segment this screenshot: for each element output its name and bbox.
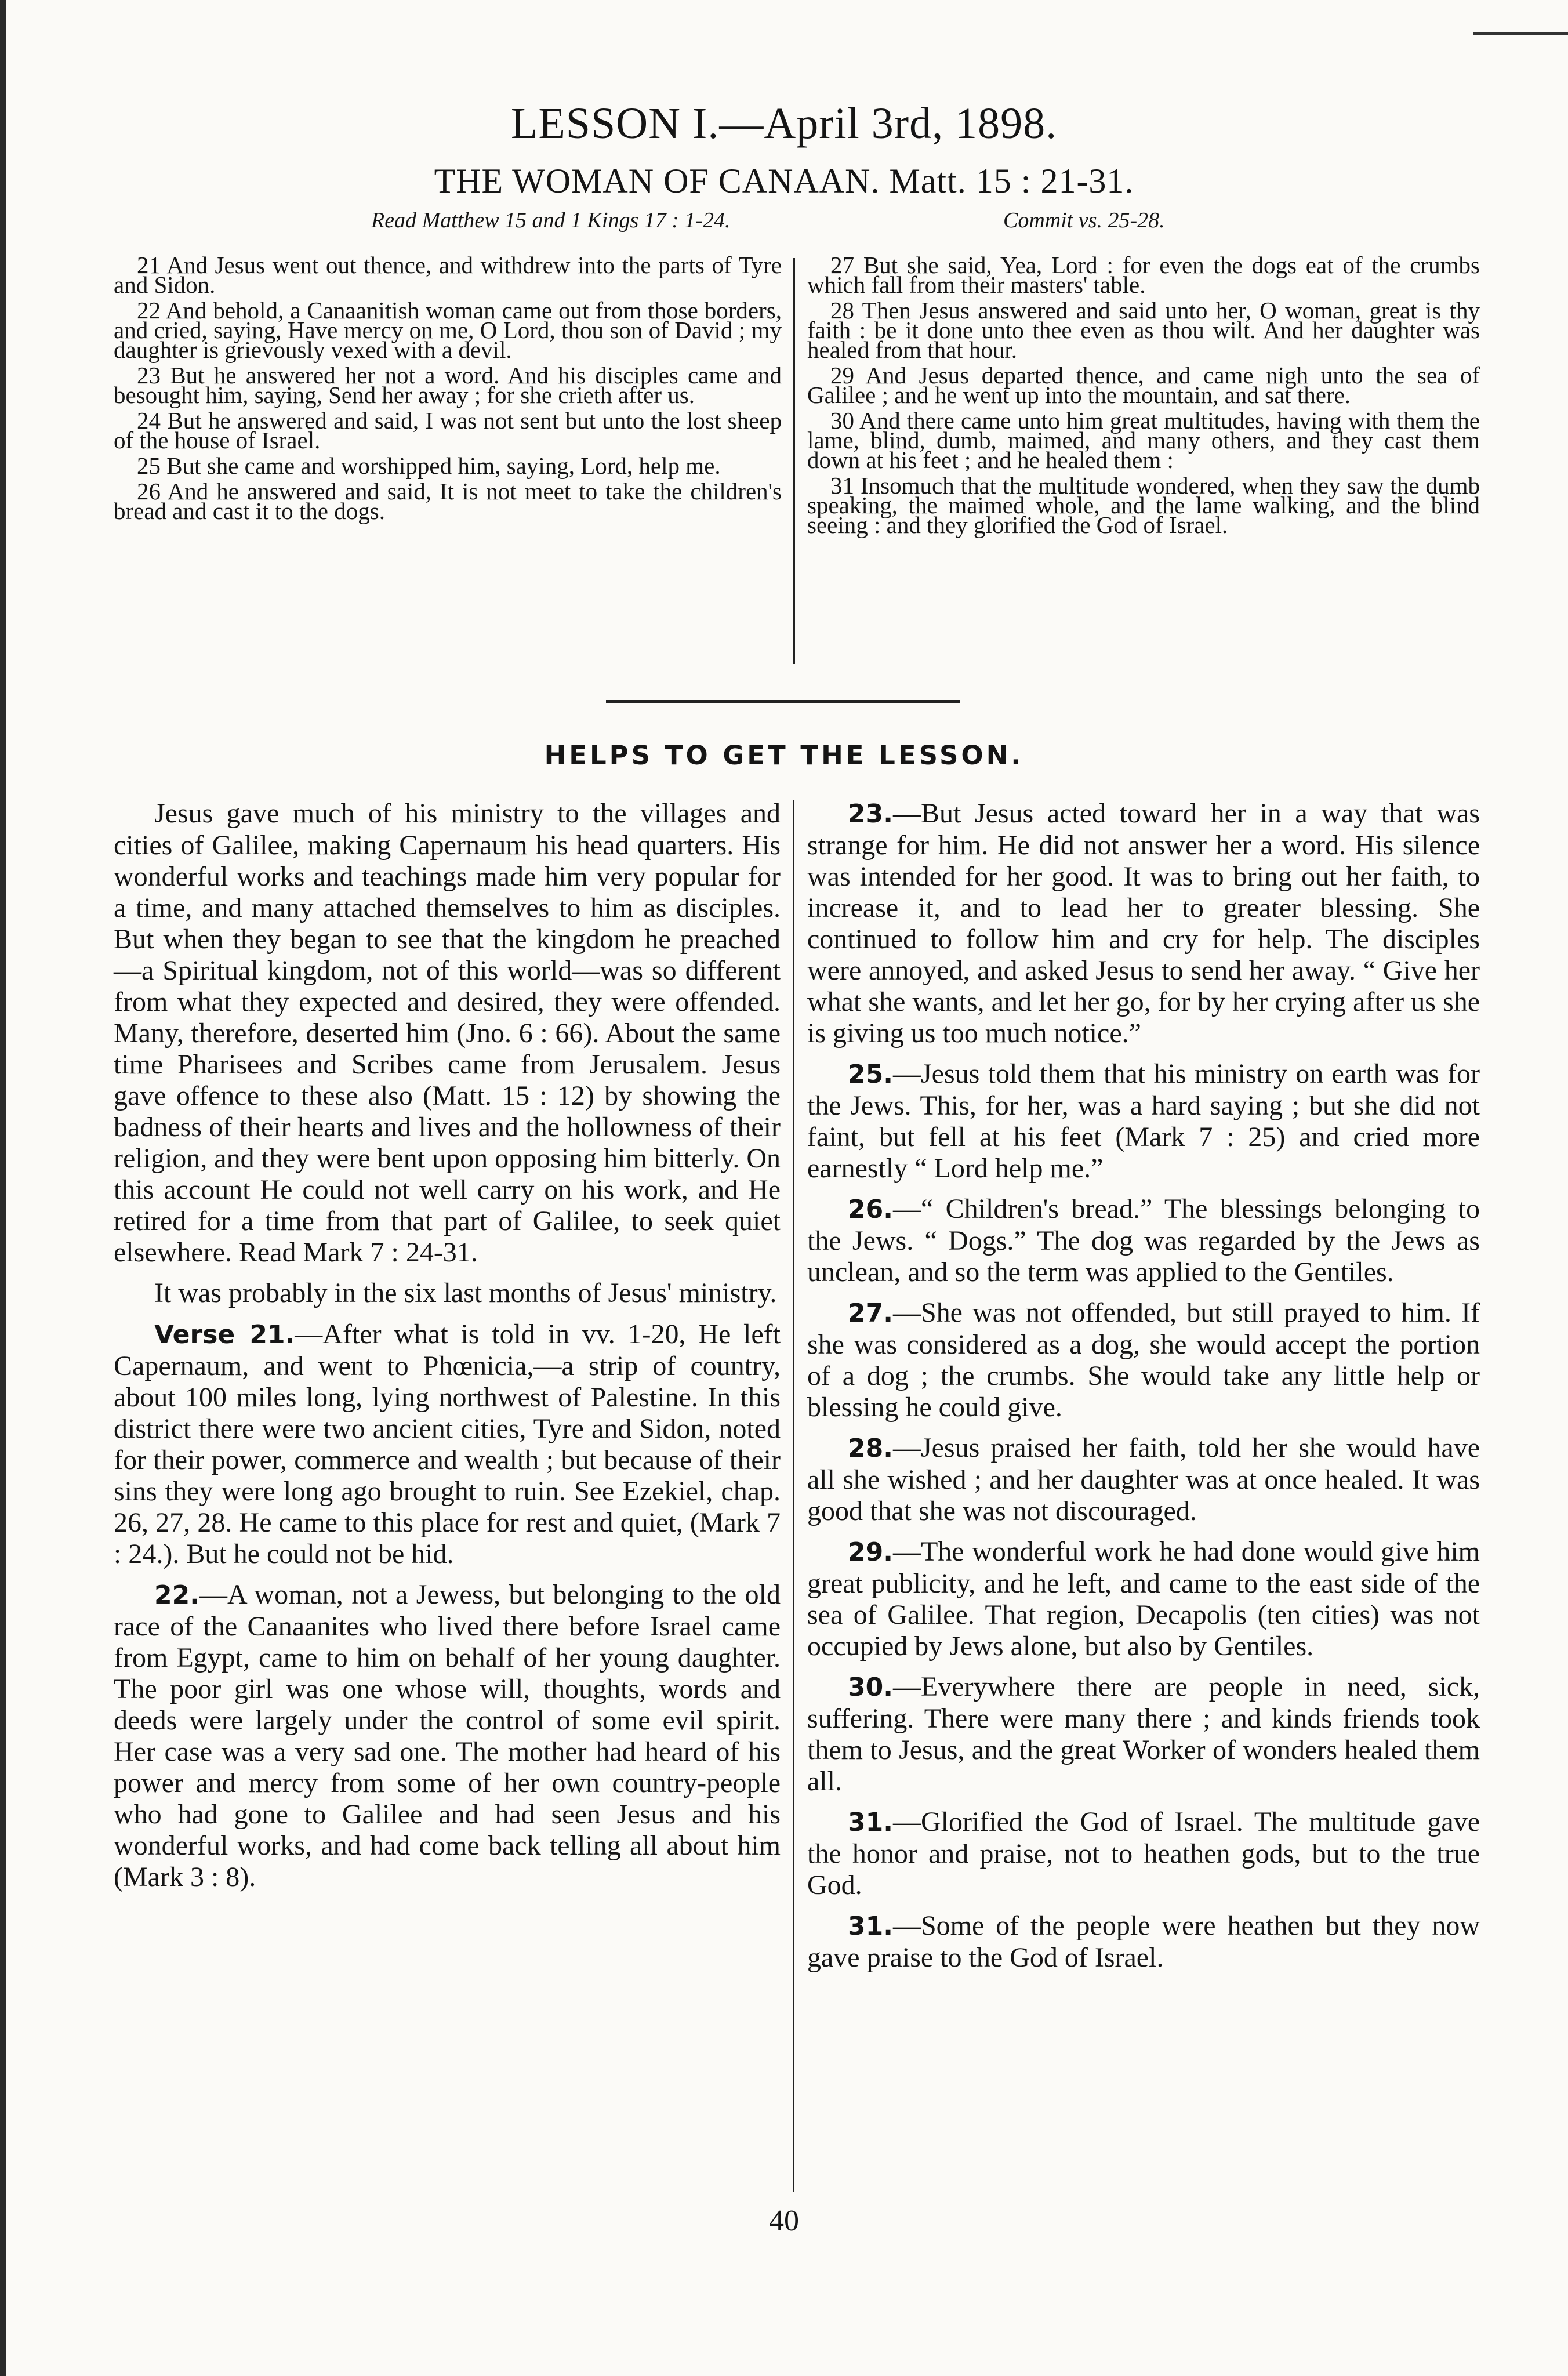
scan-mark: [1473, 32, 1568, 35]
verse: 23 But he answered her not a word. And his disciples came and besought him, saying, Send her away ; for she crieth after us.: [114, 362, 782, 408]
verse-label: 23.: [848, 799, 893, 829]
helps-paragraph: [807, 1058, 1480, 1184]
column-divider: [793, 258, 795, 664]
verse-label: 28.: [848, 1434, 893, 1463]
helps-paragraph: [807, 1671, 1480, 1797]
helps-paragraph: [807, 1297, 1480, 1423]
helps-paragraph: [807, 1432, 1480, 1527]
verse: 29 And Jesus departed thence, and came nigh unto the sea of Galilee ; and he went up into the mountain, and sat there.: [807, 362, 1480, 408]
helps-paragraph: [807, 1194, 1480, 1288]
helps-paragraph: [807, 798, 1480, 1049]
commit-assignment: Commit vs. 25-28.: [1003, 208, 1165, 233]
verse: 26 And he answered and said, It is not meet to take the children's bread and cast it to the dogs.: [114, 478, 782, 524]
helps-text: —She was not offended, but still prayed to him. If she was considered as a dog, she would accept the portion of a dog ; the crumbs. She would take any little help or blessing he could give.: [807, 1297, 1480, 1423]
helps-left-column: [114, 798, 781, 1902]
helps-paragraph: [114, 1278, 781, 1309]
verse: 30 And there came unto him great multitudes, having with them the lame, blind, dumb, maimed, and many others, and they cast them down at his feet ; and he healed them :: [807, 407, 1480, 473]
helps-text: —Glorified the God of Israel. The multitude gave the honor and praise, not to heathen gods, but to the true God.: [807, 1807, 1480, 1900]
helps-text: Jesus gave much of his ministry to the villages and cities of Galilee, making Capernaum his head quarters. His wonderful works and teachings made him very popular for a time, and many attached themselves to him as disciples. But when they began to see that the kingdom he preached—a Spiritual kingdom, not of this world—was so different from what they expected and desired, they were offended. Many, therefore, deserted him (Jno. 6 : 66). About the same time Pharisees and Scribes came from Jerusalem. Jesus gave offence to these also (Matt. 15 : 12) by showing the badness of their hearts and lives and the hollowness of their religion, and they were bent upon opposing him bitterly. On this account He could not well carry on his work, and He retired for a time from that part of Galilee, to seek quiet elsewhere. Read Mark 7 : 24-31.: [114, 798, 781, 1268]
helps-text: —Everywhere there are people in need, sick, suffering. There were many there ; and kinds friends took them to Jesus, and the great Worker of wonders healed them all.: [807, 1671, 1480, 1797]
lesson-subtitle: THE WOMAN OF CANAAN. Matt. 15 : 21-31.: [434, 162, 1134, 200]
verse-label: 30.: [848, 1673, 893, 1702]
verse-label: 22.: [154, 1580, 199, 1610]
verse: 31 Insomuch that the multitude wondered, when they saw the dumb speaking, the maimed whole, and the lame walking, and the blind seeing : and they glorified the God of Israel.: [807, 472, 1480, 538]
verse: 28 Then Jesus answered and said unto her, O woman, great is thy faith : be it done unto thee even as thou wilt. And her daughter was healed from that hour.: [807, 297, 1480, 363]
verse: 27 But she said, Yea, Lord : for even the dogs eat of the crumbs which fall from their masters' table.: [807, 252, 1480, 298]
verse-label: 26.: [848, 1195, 893, 1224]
section-rule: [606, 700, 960, 703]
verse: 22 And behold, a Canaanitish woman came out from those borders, and cried, saying, Have mercy on me, O Lord, thou son of David ; my daughter is grievously vexed with a devil.: [114, 297, 782, 363]
helps-paragraph: [114, 1579, 781, 1893]
helps-text: —But Jesus acted toward her in a way that was strange for him. He did not answer her a word. His silence was intended for her good. It was to bring out her faith, to increase it, and to lead her to greater blessing. She continued to follow him and cry for help. The disciples were annoyed, and asked Jesus to send her away. “ Give her what she wants, and let her go, for by her crying after us she is giving us too much notice.”: [807, 798, 1480, 1049]
scripture-right-column: [807, 252, 1480, 541]
helps-paragraph: [114, 798, 781, 1268]
helps-text: —Jesus praised her faith, told her she would have all she wished ; and her daughter was at once healed. It was good that she was not discouraged.: [807, 1432, 1480, 1526]
helps-text: —Some of the people were heathen but they now gave praise to the God of Israel.: [807, 1910, 1480, 1973]
lesson-title: LESSON I.—April 3rd, 1898.: [510, 99, 1058, 148]
helps-paragraph: [807, 1536, 1480, 1662]
helps-paragraph: [114, 1319, 781, 1570]
helps-text: —A woman, not a Jewess, but belonging to the old race of the Canaanites who lived there before Israel came from Egypt, came to him on behalf of her young daughter. The poor girl was one whose will, thoughts, words and deeds were largely under the control of some evil spirit. Her case was a very sad one. The mother had heard of his power and mercy from some of her own country-people who had gone to Galilee and had seen Jesus and his wonderful works, and had come back telling all about him (Mark 3 : 8).: [114, 1579, 781, 1892]
verse-label: 27.: [848, 1298, 893, 1328]
verse: 24 But he answered and said, I was not sent but unto the lost sheep of the house of Israel.: [114, 407, 782, 454]
verse-label: 31.: [848, 1808, 893, 1837]
helps-heading: HELPS TO GET THE LESSON.: [544, 740, 1024, 771]
scripture-left-column: [114, 252, 782, 527]
read-assignment: Read Matthew 15 and 1 Kings 17 : 1-24.: [371, 208, 731, 233]
helps-text: —“ Children's bread.” The blessings belonging to the Jews. “ Dogs.” The dog was regarded by the Jews as unclean, and so the term was applied to the Gentiles.: [807, 1194, 1480, 1287]
helps-text: It was probably in the six last months of Jesus' ministry.: [154, 1278, 777, 1308]
verse-label: Verse 21.: [154, 1320, 295, 1350]
column-divider: [793, 800, 794, 2192]
verse: 21 And Jesus went out thence, and withdrew into the parts of Tyre and Sidon.: [114, 252, 782, 298]
helps-text: —The wonderful work he had done would give him great publicity, and he left, and came to the east side of the sea of Galilee. That region, Decapolis (ten cities) was not occupied by Jews alone, but also by Gentiles.: [807, 1536, 1480, 1662]
helps-paragraph: [807, 1910, 1480, 1974]
verse-label: 25.: [848, 1060, 893, 1089]
helps-text: —After what is told in vv. 1-20, He left Capernaum, and went to Phœnicia,—a strip of country, about 100 miles long, lying northwest of Palestine. In this district there were two ancient cities, Tyre and Sidon, noted for their power, commerce and wealth ; but because of their sins they were long ago brought to ruin. See Ezekiel, chap. 26, 27, 28. He came to this place for rest and quiet, (Mark 7 : 24.). But he could not be hid.: [114, 1319, 781, 1569]
scan-edge: [0, 0, 6, 2376]
page-number: 40: [769, 2204, 799, 2237]
verse-label: 31.: [848, 1911, 893, 1941]
helps-paragraph: [807, 1807, 1480, 1901]
verse-label: 29.: [848, 1537, 893, 1567]
verse: 25 But she came and worshipped him, saying, Lord, help me.: [137, 452, 721, 479]
helps-text: —Jesus told them that his ministry on earth was for the Jews. This, for her, was a hard saying ; but she did not faint, but fell at his feet (Mark 7 : 25) and cried more earnestly “ Lord help me.”: [807, 1058, 1480, 1184]
helps-right-column: [807, 798, 1480, 1983]
